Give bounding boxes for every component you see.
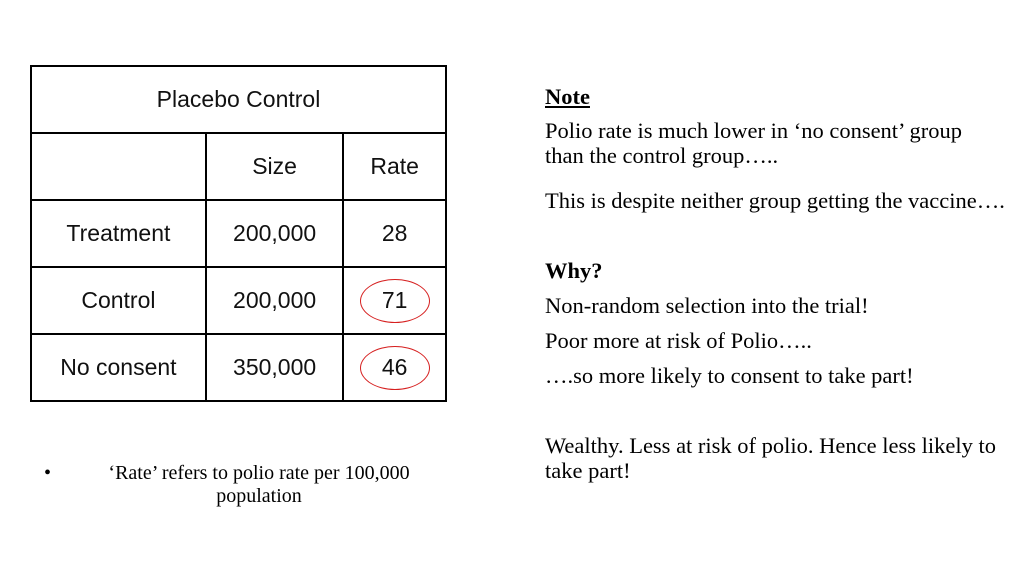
closing-line: Wealthy. Less at risk of polio. Hence less likely to take part! <box>545 433 996 483</box>
notes-panel <box>545 84 1005 483</box>
why-heading: Why? <box>545 258 603 283</box>
row-size: 200,000 <box>206 267 344 334</box>
row-size: 200,000 <box>206 200 344 267</box>
rate-value: 46 <box>381 354 408 380</box>
footnote <box>44 462 444 508</box>
rate-value: 71 <box>381 287 408 313</box>
header-size: Size <box>206 133 344 200</box>
why-line-1: Non-random selection into the trial! <box>545 293 869 318</box>
table-header-row <box>31 133 446 200</box>
table-title: Placebo Control <box>31 66 446 133</box>
table-row <box>31 200 446 267</box>
table-row <box>31 334 446 401</box>
bullet-marker: • <box>44 462 52 484</box>
row-label: No consent <box>31 334 206 401</box>
polio-table-container <box>30 65 447 409</box>
row-label: Control <box>31 267 206 334</box>
why-line-2: Poor more at risk of Polio….. <box>545 328 812 353</box>
row-rate <box>343 334 446 401</box>
note-line-1: Polio rate is much lower in ‘no consent’ group than the control group….. <box>545 118 962 168</box>
note-heading: Note <box>545 84 590 109</box>
footnote-text: ‘Rate’ refers to polio rate per 100,000 population <box>108 462 410 507</box>
row-rate <box>343 267 446 334</box>
rate-value: 28 <box>381 220 408 246</box>
row-rate <box>343 200 446 267</box>
polio-table <box>30 65 447 402</box>
header-rate: Rate <box>343 133 446 200</box>
why-line-3: ….so more likely to consent to take part! <box>545 363 914 388</box>
row-size: 350,000 <box>206 334 344 401</box>
row-label: Treatment <box>31 200 206 267</box>
header-blank <box>31 133 206 200</box>
note-line-2: This is despite neither group getting the vaccine…. <box>545 188 1005 213</box>
table-title-row <box>31 66 446 133</box>
table-row <box>31 267 446 334</box>
